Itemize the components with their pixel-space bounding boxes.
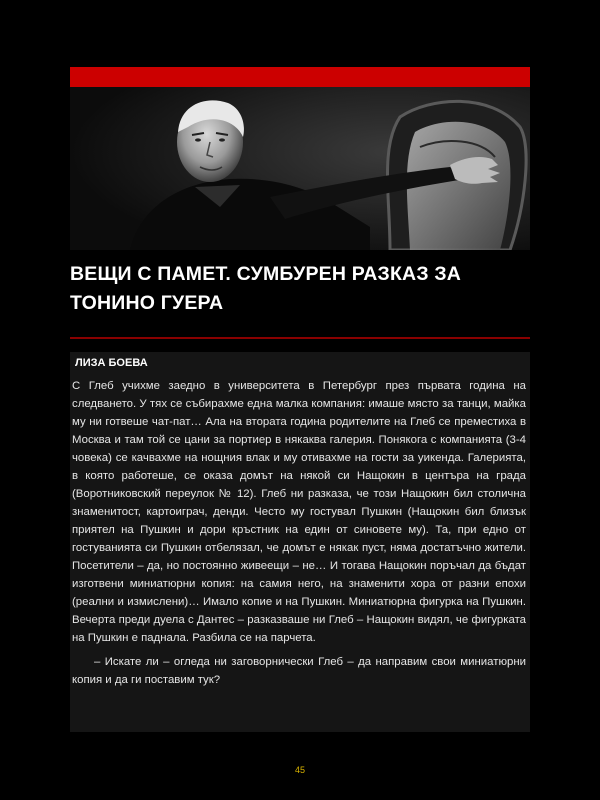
article-photo bbox=[70, 87, 530, 250]
article-paragraph: – Искате ли – огледа ни заговорнически Глеб – да направим свои миниатюрни копия и да ги поставим тук? bbox=[72, 656, 526, 686]
article-paragraph: С Глеб учихме заедно в университета в Петербург през първата година на следването. У тях се събирахме една малка компания: имаше място за танци, майка му ни готвеше чат-пат… Ала на втората година родителите на Глеб се преместиха в Москва и там той се цани за портиер в някаква галерия. Понякога с компанията (3-4 човека) се качвахме на нощния влак и му отивахме на гости за уикенда. Галерията, в която работеше, се оказа домът на някой си Нащокин в центъра на града (Воротниковский переулок № 12). Глеб ни разказа, че този Нащокин бил столична знаменитост, картоиграч, денди. Често му гостувал Пушкин (Нащокин бил близък приятел на Пушкин и дори кръстник на един от синовете му). Та, при едно от гостуванията си Пушкин отбелязал, че домът е някак пуст, няма достатъчно жители. Посетители – да, но постоянно живеещи – не… И тогава Нащокин поръчал да бъдат изготвени миниатюрни копия: на самия него, на знаменити хора от разни епохи (реални и измислени)… Имало копие и на Пушкин. Миниатюрна фигурка на Пушкин. Вечерта преди дуела с Дантес – разказваше ни Глеб – Нащокин видял, че фигурката на Пушкин е паднала. Разбила се на парчета. bbox=[72, 380, 526, 644]
page-number: 45 bbox=[294, 765, 305, 775]
title-divider bbox=[70, 337, 530, 339]
portrait-photo-icon bbox=[70, 87, 530, 250]
article-body bbox=[70, 352, 530, 732]
author-name: ЛИЗА БОЕВА bbox=[75, 357, 148, 369]
header-red-bar bbox=[70, 67, 530, 87]
article-title: ВЕЩИ С ПАМЕТ. СУМБУРЕН РАЗКАЗ ЗА ТОНИНО ГУЕРА bbox=[70, 263, 462, 314]
